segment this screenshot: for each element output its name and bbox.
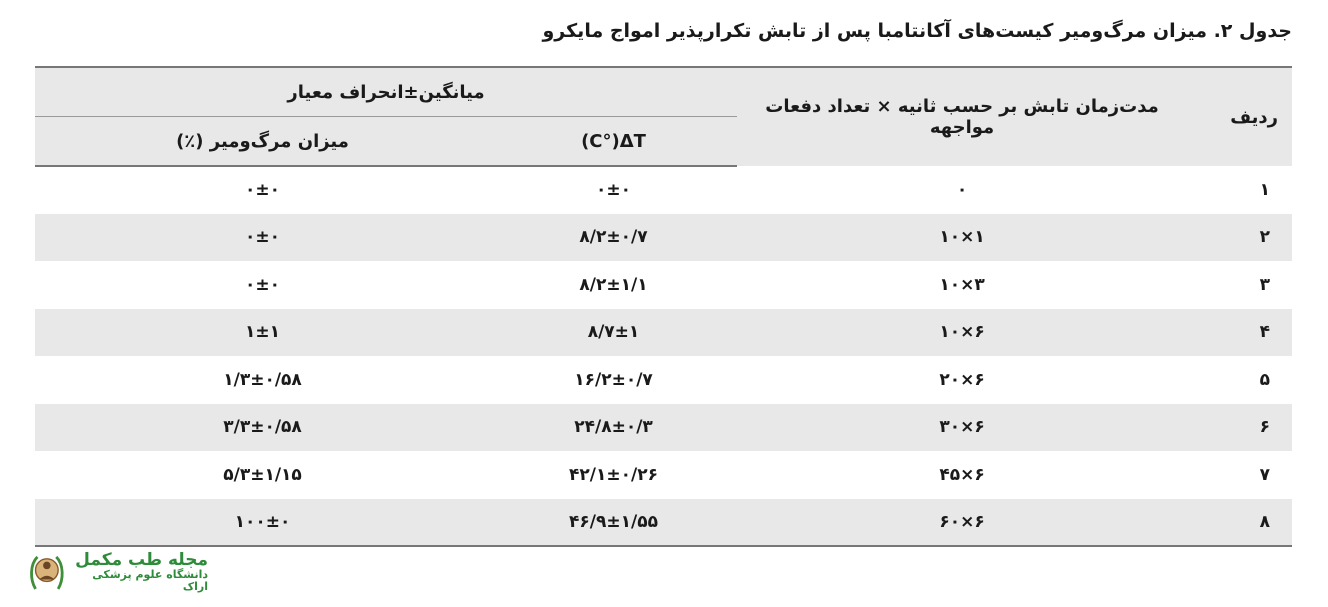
cell-delta-t: ۰±۰ <box>596 180 632 201</box>
cell-delta-t: ۴۲/۱±۰/۲۶ <box>569 464 658 485</box>
table-row <box>35 309 1292 357</box>
data-table <box>35 66 1292 547</box>
table-row <box>35 404 1292 452</box>
table-body <box>35 166 1292 546</box>
table-row <box>35 356 1292 404</box>
header-radif: ردیف <box>1187 67 1292 166</box>
cell-duration: ۶×۱۰ <box>737 309 1187 357</box>
cell-delta-t: ۸/۲±۱/۱ <box>579 274 648 295</box>
cell-mortality: ۱/۳±۰/۵۸ <box>223 369 302 390</box>
cell-delta-t: ۲۴/۸±۰/۳ <box>490 404 737 452</box>
cell-duration: ۶×۶۰ <box>737 499 1187 547</box>
cell-duration: ۶×۲۰ <box>939 369 985 390</box>
cell-duration: ۳×۱۰ <box>939 274 985 295</box>
cell-delta-t: ۱۶/۲±۰/۷ <box>574 369 653 390</box>
cell-mortality: ۱۰۰±۰ <box>35 499 490 547</box>
table-row <box>35 166 1292 214</box>
table-caption: جدول ۲. میزان مرگ‌ومیر کیست‌های آکانتامبا پس از تابش تکرارپذیر امواج مایکرو <box>542 20 1292 42</box>
cell-delta-t: ۴۶/۹±۱/۵۵ <box>490 499 737 547</box>
cell-duration: ۱×۱۰ <box>737 214 1187 262</box>
cell-radif: ۶ <box>1187 404 1292 452</box>
cell-radif: ۱ <box>1259 179 1271 200</box>
cell-mortality: ۰±۰ <box>245 180 280 201</box>
header-delta-t: (C°)ΔT <box>490 117 737 167</box>
journal-logo-text <box>72 551 208 594</box>
cell-duration: ۰ <box>956 179 968 200</box>
cell-mortality: ۳/۳±۰/۵۸ <box>35 404 490 452</box>
journal-name: مجله طب مکمل <box>75 549 208 570</box>
cell-mortality: ۱±۱ <box>35 309 490 357</box>
table-row <box>35 499 1292 547</box>
header-group-mean-sd: میانگین±انحراف معیار <box>35 67 737 117</box>
table-row <box>35 214 1292 262</box>
journal-emblem-icon <box>28 550 66 594</box>
journal-logo <box>28 547 208 597</box>
cell-delta-t: ۸/۷±۱ <box>490 309 737 357</box>
table-row <box>35 261 1292 309</box>
table-row <box>35 451 1292 499</box>
cell-radif: ۷ <box>1259 464 1271 485</box>
header-duration: مدت‌زمان تابش بر حسب ثانیه × تعداد دفعات مواجهه <box>737 67 1187 166</box>
table-header <box>35 67 1292 166</box>
cell-mortality: ۰±۰ <box>35 214 490 262</box>
cell-radif: ۳ <box>1259 274 1271 295</box>
cell-mortality: ۵/۳±۱/۱۵ <box>223 464 302 485</box>
cell-delta-t: ۸/۲±۰/۷ <box>490 214 737 262</box>
cell-radif: ۴ <box>1187 309 1292 357</box>
table-container <box>35 66 1292 547</box>
header-mortality: میزان مرگ‌ومیر (٪) <box>35 117 490 167</box>
cell-radif: ۸ <box>1187 499 1292 547</box>
cell-duration: ۶×۳۰ <box>737 404 1187 452</box>
cell-mortality: ۰±۰ <box>245 274 280 295</box>
cell-duration: ۶×۴۵ <box>939 464 985 485</box>
university-name: دانشگاه علوم پزشکی اراک <box>92 568 208 594</box>
cell-radif: ۵ <box>1259 369 1271 390</box>
cell-radif: ۲ <box>1187 214 1292 262</box>
